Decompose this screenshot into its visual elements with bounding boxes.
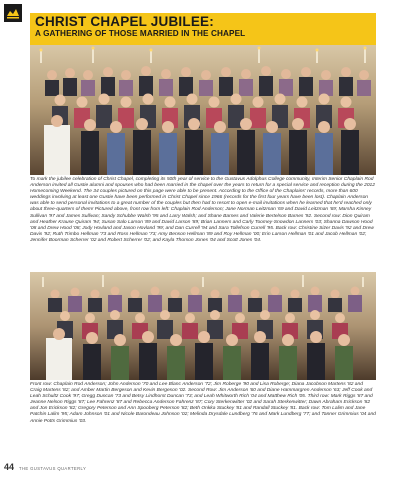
article-header bbox=[30, 13, 376, 45]
caption-bottom bbox=[30, 382, 376, 425]
gustavus-crest-icon bbox=[4, 4, 22, 22]
article-subtitle: A GATHERING OF THOSE MARRIED IN THE CHAPEL bbox=[35, 29, 246, 38]
group-photo-bottom bbox=[30, 272, 376, 380]
caption-bottom-names: Front row: Chaplain Rod Anderson; John Anderson '70 and Lee Blanc Anderson '72; Jim Roberge '90 and Lisa Roberge; Diana Jacobson Martens '82 and Craig Martens '82; and Amber Martin Bergeson and Kevin Bergeson '02. Second Row: Jim Anderson '60 and Diane Hammargren Anderson '63; Jeff Cook and Leah Schultz Cook '97; Gregg Duncan '73 and Betsy Lindhorst Duncan '73; and Leah Whitworth Rich '04 and Matthew Rich '05. Third row: Mark Riggs '87 and Jeanne Nelson Riggs '87; Lee Fahrenz '87 and Rebecca Anderson Fahrenz '87; Cory Sterkenwitter '02 and Sarah Sterkenwitter; Dawn Abraham Erickson '82 and Jon Erickson '82; Gregory Peterson and Ann Spooberg Peterson '82; Beth Onkka Stuckey '81 and Randall Stuckey '81. Back row: Tom Lalim and Jane Patchin Lalim '95; Adam Johnson '01 and Nicole Barondeau Johnson '02; Melinda Drysdale Lundberg '76 and Mark Lundberg '77; and Tanner Grimmius '04 and Annie Potts Grimmius '03. bbox=[30, 382, 376, 424]
caption-top-intro: To mark the jubilee celebration of Christ Chapel, completing its 50th year of service to the Gustavus Adolphus College community, Interim Senior Chaplain Rod Anderson invited all Gustie alumni and spouses who had been married in the chapel over the years to return for a special service and reception during the 2012 Homecoming Weekend. The 34 couples pictured on this page were able to be present. bbox=[30, 177, 375, 195]
page-number: 44 bbox=[4, 462, 15, 472]
caption-top bbox=[30, 177, 376, 244]
group-photo-top bbox=[30, 45, 376, 175]
article-title: CHRIST CHAPEL JUBILEE: bbox=[35, 14, 214, 29]
page-footer bbox=[4, 462, 86, 472]
caption-top-para2: According to the Office of the Chaplains' records, more than 600 weddings involving at least one Gustie have been performed in Christ Chapel since 1966 (records for the first four years have been lost). Chaplain Anderson was able to send personal invitations to a great number of the couples but then had to resort to open e-mail invitations when he learned that he'd reached only about three-quarters of them! bbox=[30, 189, 372, 213]
magazine-name: THE GUSTAVUS QUARTERLY bbox=[19, 466, 87, 471]
caption-top-names: Pictured above, front row from left: Chaplain Rod Anderson; Jane Norman Leitzman '69 and David Leitzman '69; Marsha Kinney Sullivan '97 and James Sullivan; Sandy Schubbe Walsh '95 and Larry Walsh; and Shane Barnes and Valerie Bertelson Barnes '92. Second row: Dion Quiram and Heather Krause Quiram '94; Susan Salo Larson '89 and David Larson '89; Brian Lanners and Carly Toomey-Snowdon Lanners '03; Shanna Dawson Hood '08 and Drew Hood '08; Jody Hovland and Jason Hovland '99; and Dan Currell '94 and Sara Tollefson Currell '95. Back row: Christine Sizer Davis '92 and Drew Davis '92; Ruth Trimbo Hellman '73 and Ross Hellman '73; Amy Benson Hellman '89 and Roy Hellman '00; Erin Larson Hellman '01 and Jacob Hellman '02; Jennifer Boorman Scherrer '02 and Robert Scherrer '02; and Kayla Thorson Jones '04 and Scott Jones '04. bbox=[30, 207, 374, 243]
